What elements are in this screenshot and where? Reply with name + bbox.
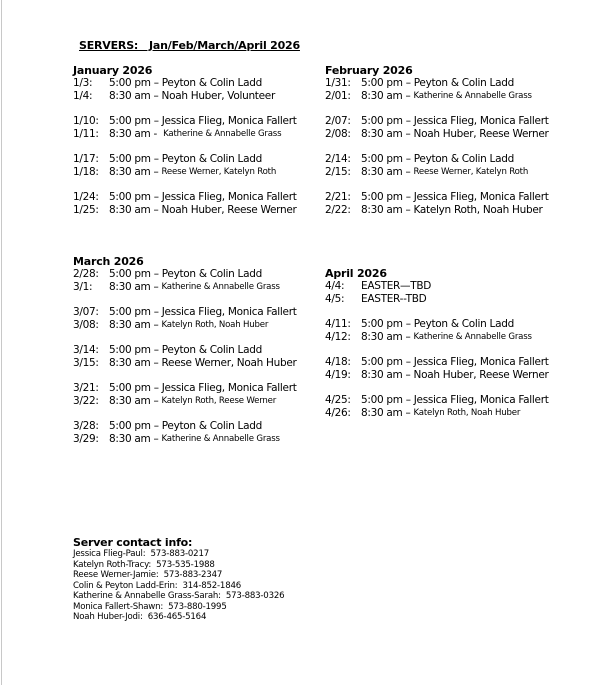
schedule-time: 8:30 am (361, 331, 403, 343)
schedule-separator: – (150, 77, 162, 89)
schedule-date: 4/4: (325, 280, 345, 292)
month-heading: February 2026 (325, 64, 413, 77)
schedule-row (73, 191, 323, 204)
schedule-row (325, 280, 575, 293)
schedule-row (73, 357, 323, 370)
schedule-servers: Peyton & Colin Ladd (161, 268, 262, 280)
schedule-time: 5:00 pm (109, 153, 151, 165)
schedule-date: 4/18: (325, 356, 351, 368)
schedule-row (73, 166, 323, 179)
schedule-time: 8:30 am (361, 407, 403, 419)
schedule-row (325, 331, 575, 344)
schedule-separator: – (150, 281, 162, 293)
schedule-date: 4/5: (325, 293, 345, 305)
schedule-date: 1/24: (73, 191, 99, 203)
schedule-separator: - (150, 128, 164, 140)
schedule-servers: Peyton & Colin Ladd (161, 153, 262, 165)
schedule-separator: – (150, 268, 162, 280)
schedule-time: 8:30 am (109, 166, 151, 178)
schedule-time: 5:00 pm (361, 318, 403, 330)
schedule-servers: Jessica Flieg, Monica Fallert (413, 115, 549, 127)
month-heading: April 2026 (325, 267, 387, 280)
schedule-servers: Jessica Flieg, Monica Fallert (161, 191, 297, 203)
schedule-row (325, 128, 575, 141)
schedule-date: 4/12: (325, 331, 351, 343)
schedule-separator: – (402, 191, 414, 203)
schedule-separator: – (150, 306, 162, 318)
schedule-separator: – (150, 433, 162, 445)
schedule-time: 8:30 am (109, 319, 151, 331)
schedule-separator: – (402, 204, 414, 216)
schedule-date: 2/21: (325, 191, 351, 203)
schedule-servers: Noah Huber, Reese Werner (413, 128, 549, 140)
schedule-date: 2/22: (325, 204, 351, 216)
schedule-separator: – (150, 382, 162, 394)
schedule-row (325, 293, 575, 306)
schedule-separator: – (150, 115, 162, 127)
month-section-april (325, 267, 575, 420)
schedule-servers: Katelyn Roth, Noah Huber (413, 408, 521, 418)
schedule-servers: Peyton & Colin Ladd (161, 77, 262, 89)
schedule-servers: Katherine & Annabelle Grass (163, 129, 282, 139)
schedule-date: 1/3: (73, 77, 93, 89)
schedule-separator: – (402, 356, 414, 368)
schedule-date: 4/26: (325, 407, 351, 419)
schedule-time: 5:00 pm (109, 420, 151, 432)
schedule-date: 4/19: (325, 369, 351, 381)
month-section-february (325, 64, 575, 217)
schedule-time: 5:00 pm (109, 115, 151, 127)
schedule-date: 2/28: (73, 268, 99, 280)
schedule-separator: – (402, 115, 414, 127)
schedule-time: 8:30 am (109, 128, 151, 140)
schedule-servers: Jessica Flieg, Monica Fallert (413, 394, 549, 406)
schedule-row (325, 115, 575, 128)
schedule-time: 8:30 am (109, 395, 151, 407)
schedule-servers: Katelyn Roth, Reese Werner (161, 396, 277, 406)
schedule-servers: Reese Werner, Katelyn Roth (413, 167, 529, 177)
contact-info-section (73, 536, 284, 623)
schedule-servers: Jessica Flieg, Monica Fallert (413, 191, 549, 203)
schedule-date: 1/25: (73, 204, 99, 216)
schedule-date: 1/17: (73, 153, 99, 165)
schedule-time: 5:00 pm (361, 77, 403, 89)
schedule-time: EASTER--TBD (361, 293, 427, 305)
schedule-time: 5:00 pm (109, 268, 151, 280)
schedule-time: 8:30 am (109, 204, 151, 216)
schedule-row (73, 281, 323, 294)
schedule-date: 1/4: (73, 90, 93, 102)
schedule-separator: – (150, 420, 162, 432)
schedule-list (325, 280, 575, 420)
schedule-date: 3/28: (73, 420, 99, 432)
month-heading: January 2026 (73, 64, 153, 77)
contact-info-heading: Server contact info: (73, 536, 193, 549)
schedule-separator: – (402, 153, 414, 165)
schedule-date: 2/14: (325, 153, 351, 165)
schedule-servers: Reese Werner, Noah Huber (161, 357, 297, 369)
schedule-time: 5:00 pm (109, 382, 151, 394)
schedule-date: 1/11: (73, 128, 99, 140)
schedule-servers: Peyton & Colin Ladd (161, 344, 262, 356)
schedule-date: 2/15: (325, 166, 351, 178)
schedule-time: 8:30 am (361, 204, 403, 216)
page-left-edge (1, 0, 2, 685)
schedule-separator: – (402, 369, 414, 381)
schedule-row (73, 128, 323, 141)
contact-item: Katelyn Roth-Tracy: 573-535-1988 (73, 559, 215, 570)
schedule-servers: Noah Huber, Reese Werner (161, 204, 297, 216)
schedule-time: 8:30 am (361, 90, 403, 102)
schedule-row (73, 319, 323, 332)
schedule-time: 8:30 am (109, 90, 151, 102)
schedule-separator: – (150, 344, 162, 356)
schedule-row (73, 344, 323, 357)
schedule-time: 8:30 am (109, 357, 151, 369)
schedule-date: 2/08: (325, 128, 351, 140)
schedule-time: 5:00 pm (109, 306, 151, 318)
schedule-servers: Katherine & Annabelle Grass (413, 91, 532, 101)
schedule-time: 5:00 pm (361, 115, 403, 127)
schedule-time: 8:30 am (361, 369, 403, 381)
schedule-servers: Jessica Flieg, Monica Fallert (161, 382, 297, 394)
schedule-list (73, 77, 323, 217)
schedule-time: 8:30 am (361, 166, 403, 178)
schedule-servers: Katelyn Roth, Noah Huber (413, 204, 543, 216)
schedule-separator: – (402, 318, 414, 330)
schedule-servers: Katelyn Roth, Noah Huber (161, 320, 269, 330)
schedule-separator: – (150, 395, 162, 407)
schedule-row (73, 153, 323, 166)
schedule-servers: Reese Werner, Katelyn Roth (161, 167, 277, 177)
schedule-servers: Jessica Flieg, Monica Fallert (161, 115, 297, 127)
month-section-january (73, 64, 323, 217)
schedule-row (325, 153, 575, 166)
schedule-separator: – (402, 394, 414, 406)
schedule-row (325, 204, 575, 217)
schedule-separator: – (402, 128, 414, 140)
schedule-servers: Peyton & Colin Ladd (413, 153, 514, 165)
schedule-row (73, 90, 323, 103)
schedule-row (73, 420, 323, 433)
schedule-row (325, 394, 575, 407)
schedule-row (325, 407, 575, 420)
schedule-date: 2/07: (325, 115, 351, 127)
schedule-date: 3/22: (73, 395, 99, 407)
schedule-separator: – (150, 191, 162, 203)
schedule-date: 3/15: (73, 357, 99, 369)
schedule-separator: – (150, 153, 162, 165)
schedule-row (73, 204, 323, 217)
schedule-row (325, 318, 575, 331)
schedule-servers: Noah Huber, Volunteer (161, 90, 275, 102)
schedule-servers: Jessica Flieg, Monica Fallert (161, 306, 297, 318)
contact-item: Noah Huber-Jodi: 636-465-5164 (73, 612, 207, 622)
schedule-servers: Peyton & Colin Ladd (413, 318, 514, 330)
schedule-separator: – (150, 319, 162, 331)
schedule-date: 3/29: (73, 433, 99, 445)
page-title: SERVERS: Jan/Feb/March/April 2026 (79, 39, 300, 52)
schedule-row (73, 433, 323, 446)
schedule-time: 5:00 pm (109, 77, 151, 89)
schedule-date: 3/1: (73, 281, 93, 293)
schedule-time: 5:00 pm (109, 191, 151, 203)
schedule-date: 3/08: (73, 319, 99, 331)
schedule-row (73, 268, 323, 281)
schedule-date: 1/10: (73, 115, 99, 127)
schedule-row (73, 77, 323, 90)
schedule-separator: – (150, 204, 162, 216)
schedule-time: 5:00 pm (361, 191, 403, 203)
schedule-servers: Peyton & Colin Ladd (413, 77, 514, 89)
schedule-row (325, 369, 575, 382)
schedule-row (73, 395, 323, 408)
schedule-servers: Katherine & Annabelle Grass (161, 434, 280, 444)
schedule-servers: Jessica Flieg, Monica Fallert (413, 356, 549, 368)
schedule-date: 3/14: (73, 344, 99, 356)
schedule-row (325, 191, 575, 204)
schedule-separator: – (402, 166, 414, 178)
schedule-separator: – (150, 357, 162, 369)
schedule-separator: – (402, 331, 414, 343)
schedule-row (325, 77, 575, 90)
schedule-servers: Noah Huber, Reese Werner (413, 369, 549, 381)
contact-item: Colin & Peyton Ladd-Erin: 314-852-1846 (73, 580, 241, 591)
schedule-date: 4/25: (325, 394, 351, 406)
contact-item: Reese Werner-Jamie: 573-883-2347 (73, 570, 223, 580)
month-section-march (73, 255, 323, 446)
contact-item: Monica Fallert-Shawn: 573-880-1995 (73, 601, 227, 612)
contact-list (73, 549, 284, 623)
schedule-date: 4/11: (325, 318, 351, 330)
schedule-row (73, 382, 323, 395)
schedule-servers: Katherine & Annabelle Grass (413, 332, 532, 342)
schedule-separator: – (402, 407, 414, 419)
schedule-time: 8:30 am (109, 281, 151, 293)
schedule-list (73, 268, 323, 446)
schedule-date: 1/18: (73, 166, 99, 178)
schedule-row (73, 306, 323, 319)
schedule-row (325, 356, 575, 369)
schedule-time: 5:00 pm (361, 153, 403, 165)
schedule-separator: – (402, 90, 414, 102)
schedule-separator: – (150, 166, 162, 178)
schedule-time: EASTER—TBD (361, 280, 432, 292)
schedule-date: 1/31: (325, 77, 351, 89)
schedule-row (325, 166, 575, 179)
schedule-servers: Katherine & Annabelle Grass (161, 282, 280, 292)
schedule-time: 5:00 pm (109, 344, 151, 356)
contact-item: Jessica Flieg-Paul: 573-883-0217 (73, 549, 209, 559)
contact-item: Katherine & Annabelle Grass-Sarah: 573-883-0326 (73, 591, 285, 601)
schedule-separator: – (150, 90, 162, 102)
schedule-time: 5:00 pm (361, 394, 403, 406)
schedule-servers: Peyton & Colin Ladd (161, 420, 262, 432)
schedule-list (325, 77, 575, 217)
schedule-date: 3/07: (73, 306, 99, 318)
schedule-date: 3/21: (73, 382, 99, 394)
schedule-row (73, 115, 323, 128)
schedule-row (325, 90, 575, 103)
schedule-separator: – (402, 77, 414, 89)
month-heading: March 2026 (73, 255, 144, 268)
schedule-date: 2/01: (325, 90, 351, 102)
schedule-time: 8:30 am (361, 128, 403, 140)
schedule-time: 5:00 pm (361, 356, 403, 368)
schedule-time: 8:30 am (109, 433, 151, 445)
